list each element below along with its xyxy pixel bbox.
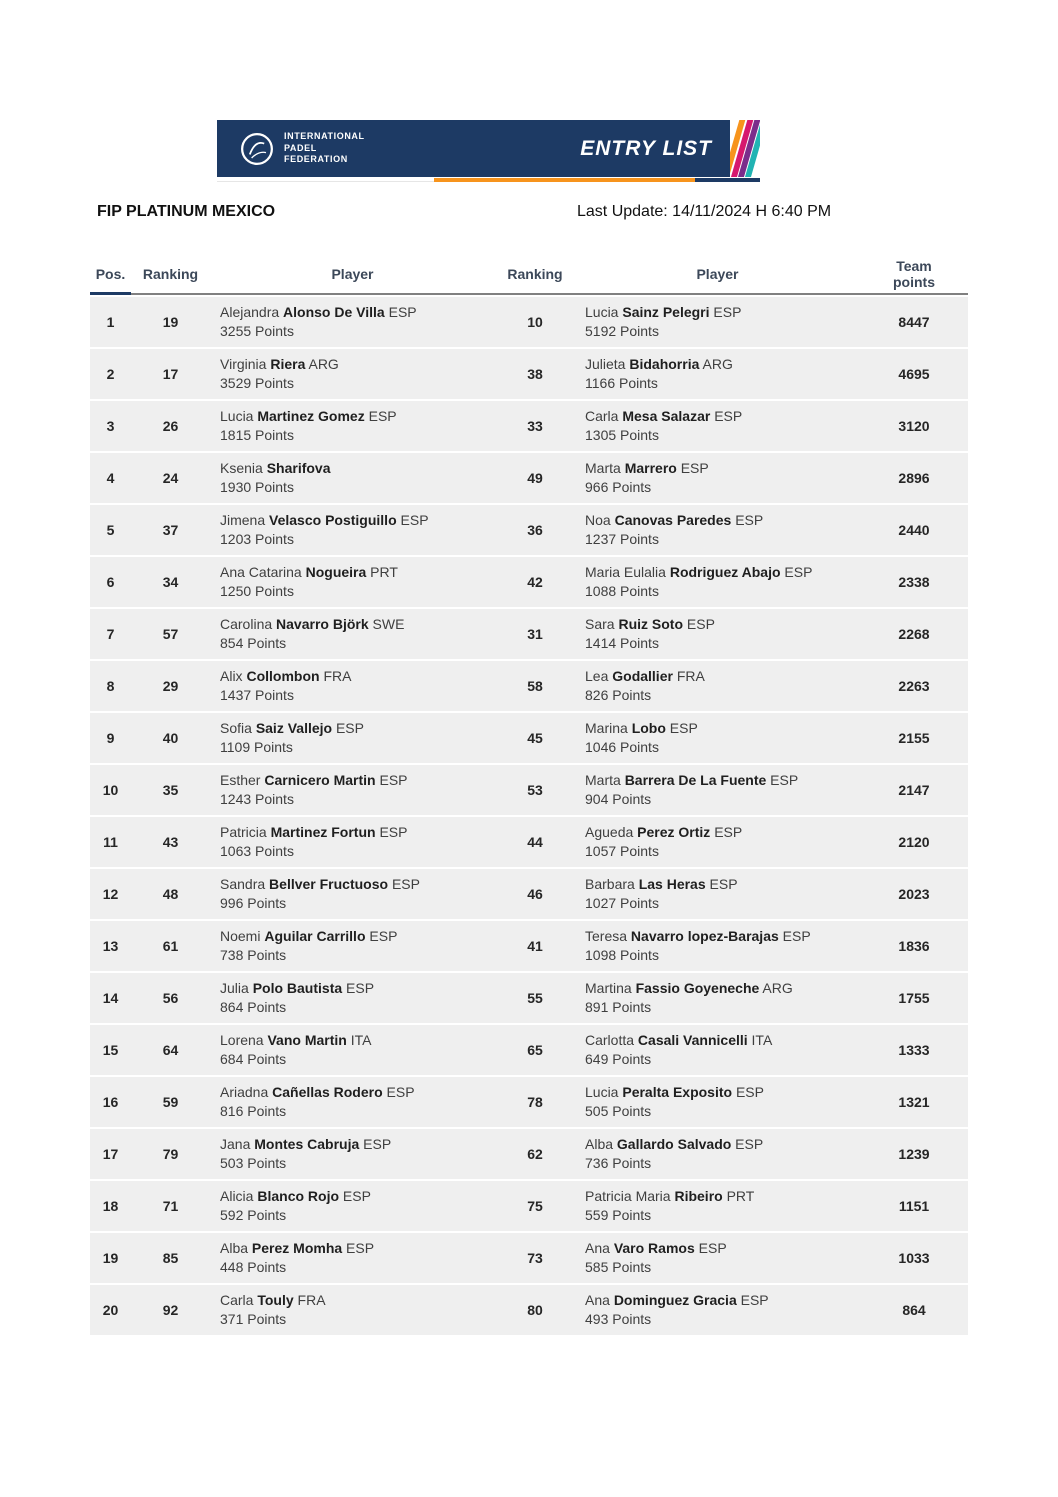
table-row [90,609,968,659]
player-points: 1437 Points [220,687,294,703]
player-cell-b [575,1025,860,1075]
entry-list-banner [217,120,760,182]
ranking-value-a: 37 [162,522,179,538]
ranking-value-b: 58 [527,678,543,694]
position-value: 16 [102,1094,119,1110]
ranking-value-b: 62 [527,1146,543,1162]
team-points-value: 3120 [898,418,930,434]
player-points: 3529 Points [220,375,294,391]
ranking-value-a: 85 [162,1250,179,1266]
table-row [90,713,968,763]
player-cell-b [575,869,860,919]
player-points: 904 Points [585,791,652,807]
player-points: 585 Points [585,1259,652,1275]
player-name: Lucia Sainz Pelegri ESP [585,303,742,320]
player-name: Ksenia Sharifova [220,459,331,476]
ipf-logo [217,131,365,167]
position-value: 11 [103,834,118,850]
player-name: Patricia Maria Ribeiro PRT [585,1187,755,1204]
player-cell-a [210,765,495,815]
player-points: 826 Points [585,687,652,703]
player-name: Ana Dominguez Gracia ESP [585,1291,769,1308]
position-value: 17 [102,1146,119,1162]
header-player-a: Player [210,255,495,295]
player-name: Martina Fassio Goyeneche ARG [585,979,793,996]
team-points-value: 2120 [898,834,930,850]
player-cell-b [575,765,860,815]
table-row [90,557,968,607]
ranking-value-a: 35 [162,782,179,798]
player-name: Virginia Riera ARG [220,355,339,372]
ipf-logo-line: PADEL [284,142,317,153]
table-row [90,661,968,711]
player-cell-a [210,1077,495,1127]
last-update-label: Last Update: 14/11/2024 H 6:40 PM [577,203,832,220]
ipf-logo-line: FEDERATION [284,154,348,165]
player-name: Carolina Navarro Björk SWE [220,615,405,632]
banner-main [217,120,760,177]
player-cell-b [575,1233,860,1283]
player-points: 891 Points [585,999,652,1015]
team-points-value: 2155 [898,730,930,746]
table-row [90,817,968,867]
team-points-value: 1755 [898,990,930,1006]
team-points-value: 1321 [898,1094,930,1110]
ranking-value-b: 42 [527,574,543,590]
table-row [90,349,968,399]
player-points: 1098 Points [585,947,659,963]
player-cell-a [210,973,495,1023]
player-name: Sofia Saiz Vallejo ESP [220,719,364,736]
player-cell-a [210,297,495,347]
table-row [90,869,968,919]
player-cell-a [210,505,495,555]
ranking-value-b: 38 [527,366,543,382]
table-row [90,505,968,555]
team-points-value: 2896 [898,470,930,486]
ranking-value-a: 71 [162,1198,179,1214]
banner-underline [217,178,760,182]
player-points: 649 Points [585,1051,652,1067]
player-points: 503 Points [220,1155,287,1171]
player-points: 1250 Points [220,583,294,599]
table-row [90,297,968,347]
player-points: 864 Points [220,999,287,1015]
player-name: Maria Eulalia Rodriguez Abajo ESP [585,563,813,580]
ranking-value-a: 26 [162,418,179,434]
team-points-value: 2263 [898,678,930,694]
ranking-value-a: 57 [162,626,179,642]
player-cell-a [210,349,495,399]
position-value: 9 [106,730,115,746]
player-name: Noa Canovas Paredes ESP [585,511,764,528]
ranking-value-a: 56 [162,990,179,1006]
player-name: Alix Collombon FRA [220,667,352,684]
player-name: Jimena Velasco Postiguillo ESP [220,511,429,528]
ranking-value-a: 17 [162,366,179,382]
player-cell-b [575,453,860,503]
player-points: 1203 Points [220,531,294,547]
position-value: 14 [102,990,119,1006]
player-points: 1930 Points [220,479,294,495]
player-points: 1305 Points [585,427,659,443]
player-name: Agueda Perez Ortiz ESP [585,823,743,840]
player-points: 1237 Points [585,531,659,547]
ipf-logo-line: INTERNATIONAL [284,130,365,141]
player-name: Ana Varo Ramos ESP [585,1239,727,1256]
player-cell-a [210,401,495,451]
table-row [90,765,968,815]
player-name: Marina Lobo ESP [585,719,698,736]
player-name: Alba Perez Momha ESP [220,1239,375,1256]
header-team-points-line: points [893,274,935,290]
ranking-value-b: 53 [527,782,543,798]
ranking-value-a: 59 [162,1094,179,1110]
player-name: Carla Mesa Salazar ESP [585,407,743,424]
player-points: 5192 Points [585,323,659,339]
ranking-value-b: 78 [527,1094,543,1110]
ipf-logo-text [284,131,365,166]
player-name: Ariadna Cañellas Rodero ESP [220,1083,415,1100]
position-value: 20 [102,1302,119,1318]
ranking-value-a: 19 [162,314,179,330]
team-points-value: 8447 [898,314,930,330]
player-points: 738 Points [220,947,287,963]
player-name: Alejandra Alonso De Villa ESP [220,303,417,320]
position-value: 7 [106,626,115,642]
player-points: 592 Points [220,1207,287,1223]
team-points-value: 2338 [898,574,930,590]
table-row [90,453,968,503]
team-points-value: 1333 [898,1042,930,1058]
team-points-value: 2023 [898,886,930,902]
ranking-value-b: 45 [527,730,543,746]
ranking-value-a: 29 [162,678,179,694]
ranking-value-b: 36 [527,522,543,538]
ranking-value-a: 48 [162,886,179,902]
player-cell-b [575,973,860,1023]
player-name: Carlotta Casali Vannicelli ITA [585,1031,773,1048]
table-row [90,921,968,971]
ranking-value-b: 44 [527,834,543,850]
position-value: 19 [102,1250,119,1266]
player-cell-b [575,1285,860,1335]
position-value: 10 [102,782,119,798]
position-value: 1 [106,314,115,330]
header-team-points [860,255,968,295]
table-row [90,1077,968,1127]
ranking-value-a: 43 [162,834,179,850]
player-cell-a [210,869,495,919]
player-points: 505 Points [585,1103,652,1119]
entry-table [90,255,968,1337]
player-name: Carla Touly FRA [220,1291,326,1308]
ranking-value-b: 65 [527,1042,543,1058]
player-cell-b [575,609,860,659]
table-row [90,1181,968,1231]
player-cell-a [210,1181,495,1231]
ranking-value-a: 64 [162,1042,179,1058]
player-cell-a [210,921,495,971]
player-points: 1063 Points [220,843,294,859]
player-name: Julia Polo Bautista ESP [220,979,375,996]
player-name: Marta Barrera De La Fuente ESP [585,771,799,788]
player-name: Barbara Las Heras ESP [585,875,738,892]
position-value: 13 [102,938,119,954]
table-row [90,1129,968,1179]
player-points: 816 Points [220,1103,287,1119]
ranking-value-a: 92 [162,1302,179,1318]
player-cell-a [210,661,495,711]
team-points-value: 4695 [898,366,930,382]
header-ranking-a: Ranking [131,255,210,295]
team-points-value: 2147 [898,782,930,798]
table-row [90,1233,968,1283]
player-points: 3255 Points [220,323,294,339]
table-row [90,1285,968,1335]
player-name: Ana Catarina Nogueira PRT [220,563,398,580]
banner-stripes-icon [730,120,760,177]
player-cell-b [575,505,860,555]
position-value: 3 [106,418,115,434]
player-cell-b [575,349,860,399]
player-cell-b [575,817,860,867]
player-name: Sara Ruiz Soto ESP [585,615,715,632]
team-points-value: 1239 [898,1146,930,1162]
position-value: 18 [102,1198,119,1214]
player-points: 1243 Points [220,791,294,807]
player-cell-b [575,297,860,347]
ranking-value-b: 41 [527,938,543,954]
player-name: Sandra Bellver Fructuoso ESP [220,875,420,892]
player-points: 448 Points [220,1259,287,1275]
table-row [90,401,968,451]
team-points-value: 2440 [898,522,930,538]
team-points-value: 1836 [898,938,930,954]
player-cell-a [210,557,495,607]
position-value: 5 [106,522,115,538]
player-cell-b [575,1181,860,1231]
ipf-logo-icon [239,131,275,167]
player-cell-b [575,1129,860,1179]
player-points: 559 Points [585,1207,652,1223]
team-points-value: 1033 [898,1250,930,1266]
position-value: 2 [106,366,115,382]
position-value: 4 [106,470,115,486]
ranking-value-b: 10 [527,314,543,330]
player-cell-a [210,1285,495,1335]
position-value: 12 [102,886,119,902]
player-cell-b [575,401,860,451]
table-row [90,973,968,1023]
header-player-b: Player [575,255,860,295]
header-ranking-b: Ranking [495,255,575,295]
position-value: 8 [106,678,115,694]
ranking-value-b: 73 [527,1250,543,1266]
team-points-value: 1151 [898,1198,930,1214]
ranking-value-b: 46 [527,886,543,902]
player-name: Teresa Navarro lopez-Barajas ESP [585,927,811,944]
player-points: 1414 Points [585,635,659,651]
player-cell-a [210,1233,495,1283]
player-name: Lucia Martinez Gomez ESP [220,407,397,424]
player-points: 1815 Points [220,427,294,443]
player-cell-a [210,817,495,867]
position-value: 15 [102,1042,119,1058]
table-row [90,1025,968,1075]
ranking-value-b: 49 [527,470,543,486]
ranking-value-a: 34 [162,574,179,590]
ranking-value-b: 31 [527,626,543,642]
player-points: 1109 Points [220,739,293,755]
player-cell-a [210,1129,495,1179]
table-header [90,255,968,295]
player-cell-a [210,1025,495,1075]
player-points: 493 Points [585,1311,652,1327]
player-cell-b [575,557,860,607]
player-points: 371 Points [220,1311,287,1327]
player-cell-b [575,1077,860,1127]
player-name: Lorena Vano Martin ITA [220,1031,372,1048]
ranking-value-b: 55 [527,990,543,1006]
entry-table-body [90,297,968,1335]
team-points-value: 2268 [898,626,930,642]
player-name: Esther Carnicero Martin ESP [220,771,408,788]
player-points: 684 Points [220,1051,287,1067]
ranking-value-a: 61 [162,938,179,954]
ranking-value-b: 80 [527,1302,543,1318]
player-cell-a [210,453,495,503]
player-points: 1166 Points [585,375,658,391]
player-points: 736 Points [585,1155,652,1171]
header-team-points-line: Team [896,257,932,274]
player-name: Lea Godallier FRA [585,667,705,684]
ranking-value-b: 33 [527,418,543,434]
player-points: 966 Points [585,479,652,495]
player-cell-b [575,661,860,711]
player-name: Marta Marrero ESP [585,459,709,476]
player-points: 1027 Points [585,895,659,911]
player-cell-a [210,609,495,659]
player-points: 1046 Points [585,739,659,755]
player-name: Patricia Martinez Fortun ESP [220,823,408,840]
page-title: FIP PLATINUM MEXICO [97,203,276,220]
player-points: 996 Points [220,895,287,911]
player-points: 1057 Points [585,843,659,859]
player-name: Alicia Blanco Rojo ESP [220,1187,371,1204]
player-points: 1088 Points [585,583,659,599]
player-name: Lucia Peralta Exposito ESP [585,1083,764,1100]
header-pos: Pos. [90,255,131,295]
ranking-value-b: 75 [527,1198,543,1214]
position-value: 6 [106,574,115,590]
player-cell-b [575,921,860,971]
player-name: Jana Montes Cabruja ESP [220,1135,392,1152]
ranking-value-a: 40 [162,730,179,746]
entry-list-title: ENTRY LIST [580,136,712,160]
team-points-value: 864 [902,1302,926,1318]
player-cell-b [575,713,860,763]
player-name: Alba Gallardo Salvado ESP [585,1135,764,1152]
player-name: Julieta Bidahorria ARG [585,355,733,372]
ranking-value-a: 24 [162,470,179,486]
player-cell-a [210,713,495,763]
ranking-value-a: 79 [162,1146,179,1162]
player-points: 854 Points [220,635,287,651]
player-name: Noemi Aguilar Carrillo ESP [220,927,398,944]
